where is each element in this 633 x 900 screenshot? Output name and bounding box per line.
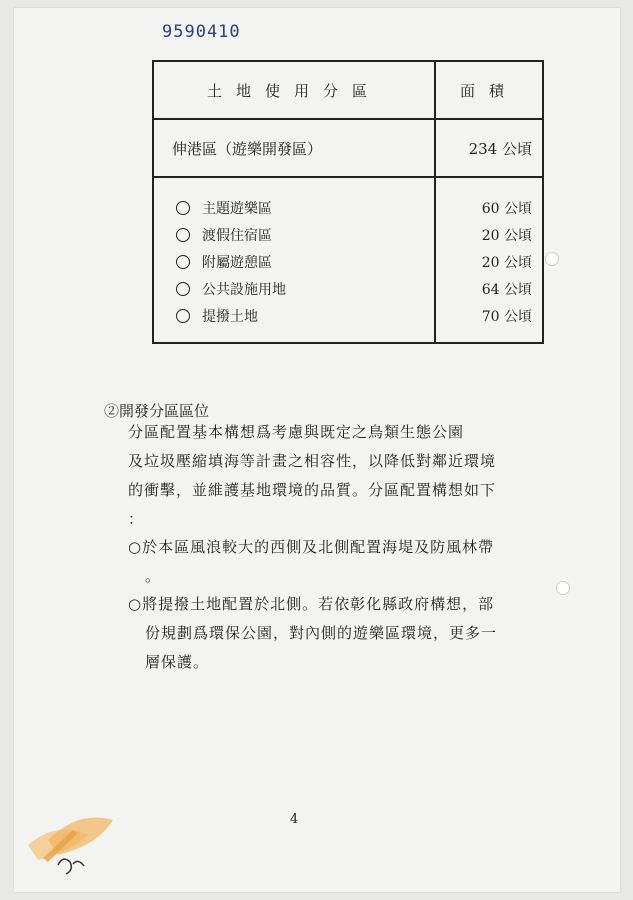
bullet-line: 。 [145, 567, 162, 585]
circle-bullet-icon [176, 255, 190, 269]
circle-bullet-icon [176, 309, 190, 323]
item-area: 60 公頃 [481, 201, 532, 217]
paragraph-line: 及垃圾壓縮填海等計畫之相容性，以降低對鄰近環境 [128, 452, 497, 470]
table-header-divider [154, 118, 542, 120]
table-row [176, 252, 272, 272]
table-zone-divider [154, 176, 542, 178]
document-number: 9590410 [162, 22, 241, 42]
punch-hole [556, 581, 570, 595]
item-label: 提撥土地 [202, 309, 258, 325]
paragraph-line: 分區配置基本構想爲考慮與既定之鳥類生態公園 [128, 423, 465, 441]
punch-hole [545, 252, 559, 266]
item-label: 公共設施用地 [202, 282, 286, 298]
circle-bullet-icon [176, 228, 190, 242]
land-use-table [152, 60, 544, 344]
paragraph-line: ： [128, 510, 145, 528]
header-land-use: 土地使用分區 [206, 82, 381, 100]
item-area: 70 公頃 [481, 309, 532, 325]
item-label: 渡假住宿區 [202, 228, 272, 244]
item-area: 64 公頃 [481, 282, 532, 298]
zone-name: 伸港區（遊樂開發區） [172, 140, 323, 158]
circle-bullet-icon [176, 282, 190, 296]
bullet-line: ○於本區風浪較大的西側及北側配置海堤及防風林帶 [128, 538, 495, 556]
section-heading: ②開發分區區位 [104, 402, 210, 420]
table-row [176, 306, 258, 326]
table-column-divider [434, 62, 436, 342]
item-label: 附屬遊憩區 [202, 255, 272, 271]
page-number: 4 [290, 812, 299, 827]
bullet-line: 份規劃爲環保公園，對內側的遊樂區環境，更多一 [145, 624, 498, 642]
bullet-line: ○將提撥土地配置於北側。若依彰化縣政府構想，部 [128, 595, 495, 613]
item-label: 主題遊樂區 [202, 201, 272, 217]
paragraph-line: 的衝擊，並維護基地環境的品質。分區配置構想如下 [128, 481, 497, 499]
circle-bullet-icon [176, 201, 190, 215]
bullet-line: 層保護。 [145, 653, 210, 671]
item-area: 20 公頃 [481, 228, 532, 244]
table-row [176, 225, 272, 245]
item-area: 20 公頃 [481, 255, 532, 271]
header-area: 面積 [459, 82, 518, 100]
library-logo-icon [18, 800, 128, 880]
zone-area: 234 公頃 [468, 140, 532, 158]
table-row [176, 198, 272, 218]
table-row [176, 279, 286, 299]
